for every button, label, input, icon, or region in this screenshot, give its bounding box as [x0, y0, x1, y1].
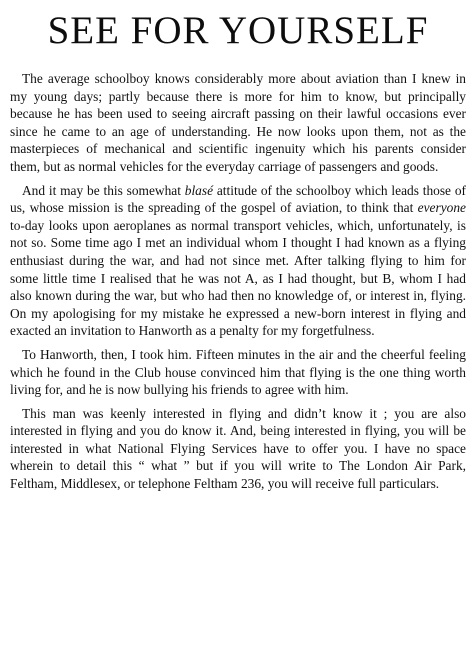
body-paragraph: [10, 405, 466, 493]
text-run: attitude of the schoolboy which leads those of us, whose mission is the spreading of the gospel of aviation, to think that: [10, 182, 466, 216]
text-run: To Hanworth, then, I took him. Fifteen minutes in the air and the cheerful feeling which he found in the Club house convinced him that flying is the one thing worth living for, and he is now bullying his friends to agree with him.: [10, 346, 466, 398]
italic-text-run: blasé: [184, 182, 214, 198]
text-run: And it may be this somewhat: [22, 182, 185, 198]
body-paragraph: [10, 346, 466, 399]
body-paragraph: [10, 182, 466, 340]
page-title: SEE FOR YOURSELF: [47, 9, 429, 52]
italic-text-run: everyone: [417, 200, 466, 216]
article-body: [10, 70, 466, 493]
body-paragraph: [10, 70, 466, 176]
text-run: The average schoolboy knows considerably more about aviation than I knew in my young days; partly because there is more for him to know, but principally because he has been used to seeing aircraft passing on their lawful occasions ever since he came to an age of understanding. He now looks upon them, not as the masterpieces of mechanical and scientific ingenuity which his parents consider them, but as normal vehicles for the everyday carriage of passengers and goods.: [10, 71, 466, 174]
text-run: This man was keenly interested in flying and didn’t know it ; you are also interested in flying and you do know it. And, being interested in flying, you will be interested in what National Flying Services have to offer you. I have no space wherein to detail this “ what ” but if you will write to The London Air Park, Feltham, Middlesex, or telephone Feltham 236, you will receive full particulars.: [10, 405, 466, 492]
text-run: to-day looks upon aeroplanes as normal transport vehicles, which, unfortunately, is not so. Some time ago I met an individual whom I thought I had known as a flying enthusiast during the war, and had not since met. After talking flying to him for some little time I realised that he was not A, as I had thought, but B, whom I had also known during the war, but who had then no knowledge of, or interest in, flying. On my apologising for my mistake he expressed a new-born interest in flying and exacted an invitation to Hanworth as a penalty for my forgetfulness.: [10, 217, 466, 339]
